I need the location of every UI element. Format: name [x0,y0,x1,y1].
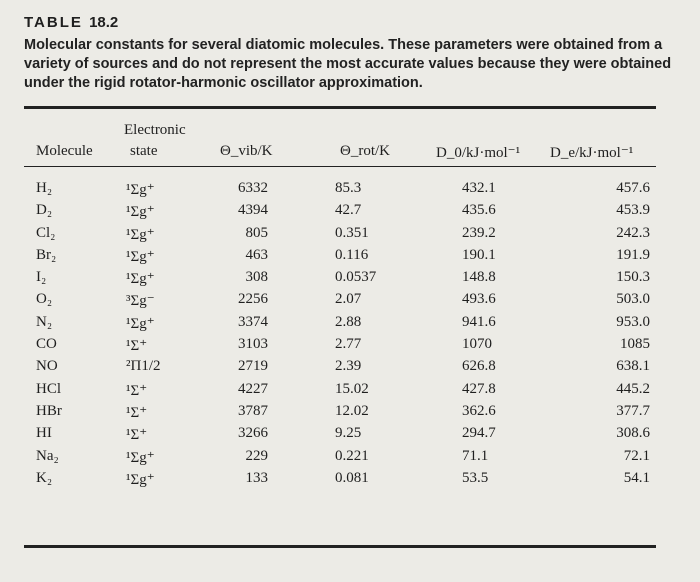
molecule-cell: H₂ [36,180,53,196]
theta-vib-cell: 4394 [238,202,268,219]
table-row [0,291,700,313]
theta-vib-cell: 3266 [238,425,268,442]
table-row [0,403,700,425]
electronic-state-cell: ³Σg⁻ [126,293,155,310]
de-cell: 457.6 [616,180,650,196]
table-row [0,269,700,291]
theta-vib-cell: 2256 [238,291,268,308]
molecule-cell: HBr [36,402,62,419]
d0-cell: 626.8 [462,358,496,375]
theta-rot-cell: 2.39 [335,358,362,375]
d0-cell: 941.6 [462,313,496,330]
theta-rot-cell: 2.88 [335,313,362,330]
table-row [0,358,700,380]
theta-rot-cell: 15.02 [335,380,369,397]
d0-cell: 435.6 [462,202,496,219]
header-rule [24,166,656,167]
table-row [0,470,700,492]
d0-cell: 71.1 [462,447,489,464]
electronic-state-cell: ¹Σg⁺ [126,315,155,332]
de-cell: 54.1 [623,469,650,486]
table-row [0,448,700,470]
d0-cell: 362.6 [462,402,496,419]
molecule-cell: HCl [36,380,62,397]
molecule-cell: Cl₂ [36,224,56,241]
electronic-state-cell: ²Π1/2 [126,358,161,375]
table-row [0,225,700,247]
table-body [0,180,700,492]
electronic-state-cell: ¹Σ⁺ [126,382,148,399]
theta-rot-cell: 0.351 [335,224,369,241]
table-row [0,425,700,447]
theta-rot-cell: 12.02 [335,402,369,419]
d0-cell: 1070 [462,336,492,353]
theta-vib-cell: 463 [245,246,268,263]
table-title [24,14,118,31]
table-row [0,247,700,269]
theta-vib-cell: 229 [245,447,268,464]
de-cell: 638.1 [616,358,650,375]
theta-rot-cell: 0.116 [335,246,369,263]
theta-rot-cell: 0.221 [335,447,369,464]
table-row [0,202,700,224]
theta-rot-cell: 0.081 [335,469,369,486]
molecule-cell: N₂ [36,313,53,330]
header-electronic: Electronic [124,122,186,138]
header-d0: D_0/kJ·mol⁻¹ [436,145,521,161]
electronic-state-cell: ¹Σg⁺ [126,449,155,466]
theta-rot-cell: 0.0537 [335,269,377,286]
table-label: TABLE [24,14,83,31]
theta-vib-cell: 133 [245,469,268,486]
de-cell: 445.2 [616,380,650,397]
electronic-state-cell: ¹Σg⁺ [126,471,155,488]
electronic-state-cell: ¹Σg⁺ [126,182,155,198]
theta-vib-cell: 805 [245,224,268,241]
de-cell: 1085 [620,336,650,353]
de-cell: 503.0 [616,291,650,308]
theta-rot-cell: 9.25 [335,425,362,442]
electronic-state-cell: ¹Σ⁺ [126,338,148,355]
header-state: state [130,143,158,159]
d0-cell: 239.2 [462,224,496,241]
theta-vib-cell: 308 [245,269,268,286]
table-number: 18.2 [89,14,119,31]
top-rule [24,106,656,109]
theta-rot-cell: 2.77 [335,336,362,353]
de-cell: 308.6 [616,425,650,442]
molecule-cell: I₂ [36,269,47,286]
theta-vib-cell: 3103 [238,336,268,353]
header-theta-vib: Θ_vib/K [220,143,273,159]
molecule-cell: K₂ [36,469,53,486]
electronic-state-cell: ¹Σ⁺ [126,404,148,421]
molecule-cell: Br₂ [36,246,57,263]
de-cell: 242.3 [616,224,650,241]
electronic-state-cell: ¹Σ⁺ [126,427,148,444]
bottom-rule [24,545,656,548]
molecule-cell: NO [36,358,58,375]
de-cell: 191.9 [616,246,650,263]
d0-cell: 190.1 [462,246,496,263]
table-row [0,381,700,403]
de-cell: 953.0 [616,313,650,330]
de-cell: 150.3 [616,269,650,286]
electronic-state-cell: ¹Σg⁺ [126,248,155,265]
header-theta-rot: Θ_rot/K [340,143,390,159]
theta-vib-cell: 6332 [238,180,268,196]
de-cell: 377.7 [616,402,650,419]
theta-rot-cell: 42.7 [335,202,362,219]
d0-cell: 493.6 [462,291,496,308]
d0-cell: 427.8 [462,380,496,397]
electronic-state-cell: ¹Σg⁺ [126,271,155,288]
table-row [0,336,700,358]
molecule-cell: O₂ [36,291,53,308]
electronic-state-cell: ¹Σg⁺ [126,204,155,221]
molecule-cell: Na₂ [36,447,59,464]
header-molecule: Molecule [36,143,93,159]
de-cell: 72.1 [623,447,650,464]
d0-cell: 294.7 [462,425,496,442]
table-row [0,180,700,202]
de-cell: 453.9 [616,202,650,219]
theta-vib-cell: 3787 [238,402,268,419]
theta-rot-cell: 2.07 [335,291,362,308]
molecule-cell: HI [36,425,52,442]
theta-vib-cell: 4227 [238,380,268,397]
theta-vib-cell: 2719 [238,358,268,375]
electronic-state-cell: ¹Σg⁺ [126,226,155,243]
d0-cell: 53.5 [462,469,489,486]
table-caption: Molecular constants for several diatomic molecules. These parameters were obtained from a variety of sources and do not represent the most accurate values because they were obtained under the rigid rotator-harmonic oscillator approximation. [24,37,672,91]
d0-cell: 148.8 [462,269,496,286]
molecule-cell: D₂ [36,202,53,219]
d0-cell: 432.1 [462,180,496,196]
header-de: D_e/kJ·mol⁻¹ [550,145,634,161]
table-row [0,314,700,336]
theta-rot-cell: 85.3 [335,180,362,196]
theta-vib-cell: 3374 [238,313,268,330]
molecule-cell: CO [36,336,57,353]
